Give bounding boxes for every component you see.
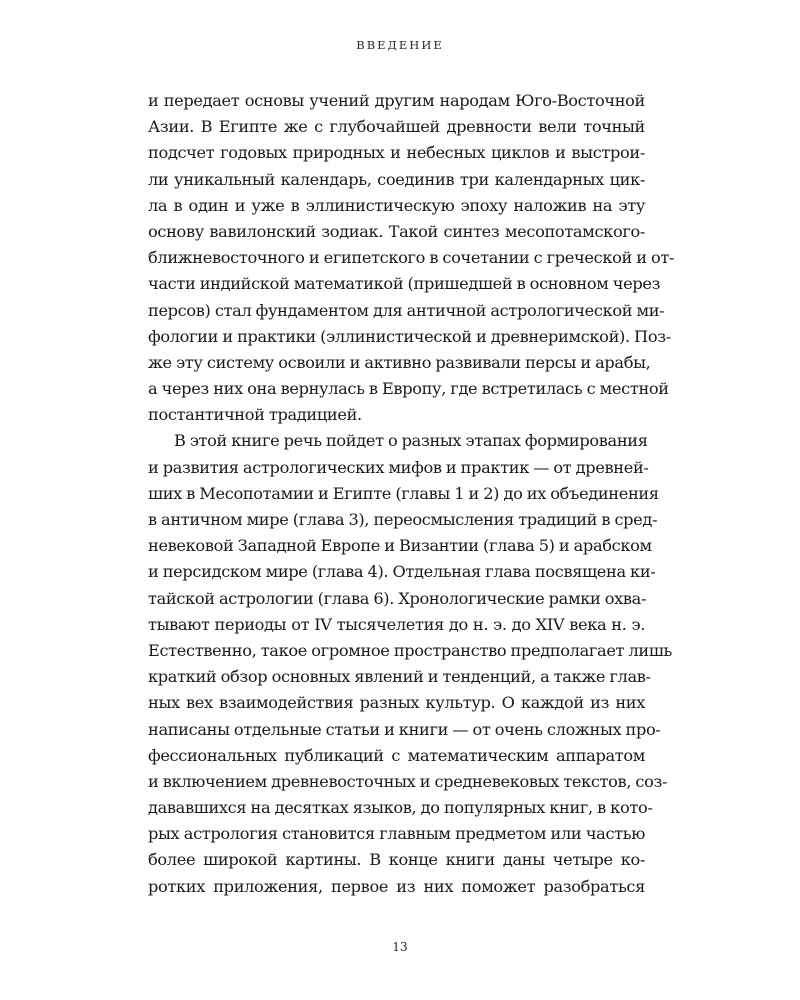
text-line: и развития астрологических мифов и практик — от древней- [148, 457, 649, 477]
text-line: и передает основы учений другим народам Юго-Восточной [148, 91, 645, 110]
text-line: ли уникальный календарь, соединив три календарных цик- [148, 169, 645, 189]
text-line: Азии. В Египте же с глубочайшей древности вели точный [148, 117, 645, 137]
text-line: а через них она вернулась в Европу, где встретилась с местной [148, 379, 669, 399]
text-line: подсчет годовых природных и небесных циклов и выстрои- [148, 143, 645, 163]
text-line: же эту систему освоили и активно развивали персы и арабы, [148, 352, 651, 372]
text-line: ных вех взаимодействия разных культур. О каждой из них [148, 693, 645, 713]
running-head: ВВЕДЕНИЕ [356, 38, 444, 52]
body-text [148, 88, 675, 900]
text-line: написаны отдельные статьи и книги — от очень сложных про- [148, 719, 661, 739]
text-line: тывают периоды от IV тысячелетия до н. э. до XIV века н. э. [148, 614, 645, 634]
text-line: более широкой картины. В конце книги даны четыре ко- [148, 850, 645, 870]
text-line: В этой книге речь пойдет о разных этапах формирования [174, 431, 648, 451]
text-line: ла в один и уже в эллинистическую эпоху наложив на эту [148, 195, 645, 215]
paragraph-2 [148, 428, 672, 899]
text-line: и включением древневосточных и средневековых текстов, соз- [148, 771, 668, 791]
text-line: в античном мире (глава 3), переосмысления традиций в сред- [148, 510, 658, 529]
text-line: и персидском мире (глава 4). Отдельная глава посвящена ки- [148, 562, 656, 582]
text-line: рых астрология становится главным предметом или частью [148, 824, 645, 844]
text-line: персов) стал фундаментом для античной астрологической ми- [148, 300, 665, 320]
page-number: 13 [392, 940, 408, 954]
text-line: фессиональных публикаций с математическим аппаратом [148, 745, 645, 765]
text-line: дававшихся на десятках языков, до популярных книг, в кото- [148, 798, 653, 818]
text-line: основу вавилонский зодиак. Такой синтез месопотамского- [148, 221, 645, 241]
text-line: Естественно, такое огромное пространство предполагает лишь [148, 640, 672, 660]
paragraph-1 [148, 88, 675, 428]
text-line: постантичной традицией. [148, 405, 362, 425]
text-line: тайской астрологии (глава 6). Хронологические рамки охва- [148, 588, 647, 608]
text-line: части индийской математикой (пришедшей в основном через [148, 274, 661, 294]
text-line: ших в Месопотамии и Египте (главы 1 и 2) до их объединения [148, 483, 659, 503]
text-line: невековой Западной Европе и Византии (глава 5) и арабском [148, 536, 652, 556]
text-line: ротких приложения, первое из них поможет разобраться [148, 876, 645, 896]
text-line: фологии и практики (эллинистической и древнеримской). Поз- [148, 326, 671, 346]
text-line: ближневосточного и египетского в сочетании с греческой и от- [148, 248, 675, 268]
text-line: краткий обзор основных явлений и тенденций, а также глав- [148, 667, 651, 687]
